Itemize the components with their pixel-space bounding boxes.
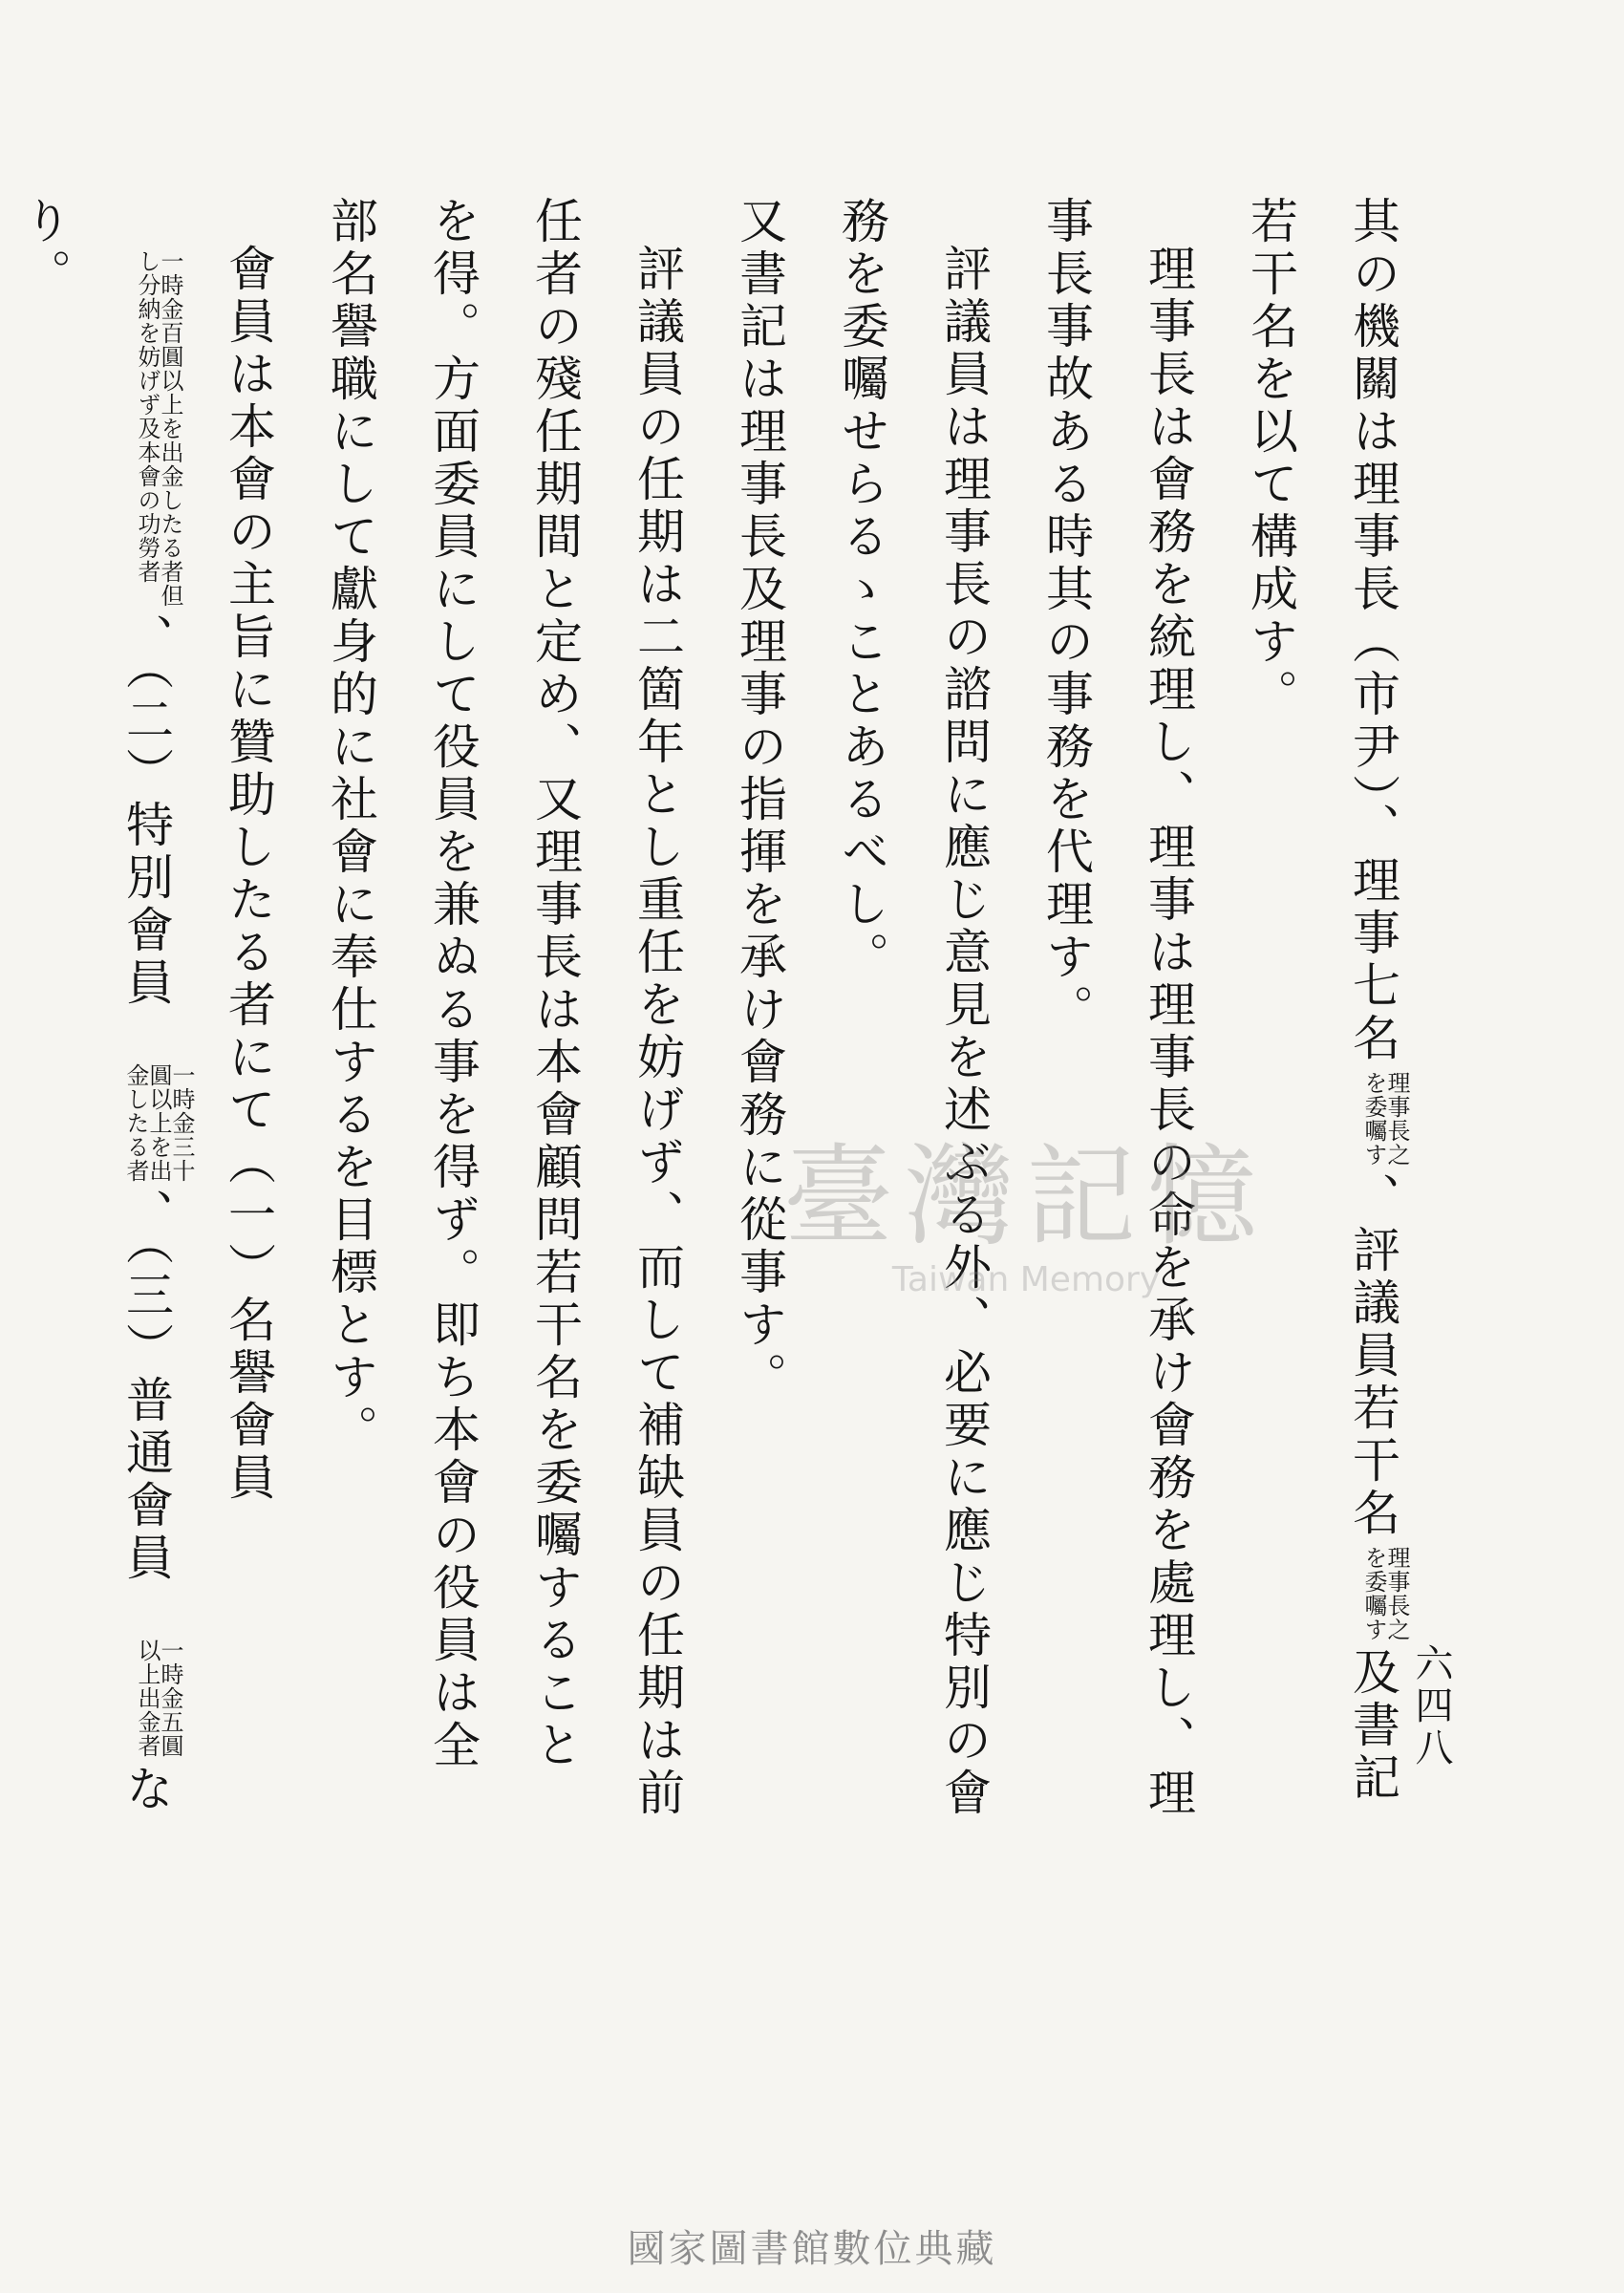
annotation-line: 理事長之 (1383, 1071, 1410, 1167)
text-run: 理事長は會務を統理し、理事は理事長の命を承け會務を處理し、理事長事故ある時其の事務を代理す。 (1038, 196, 1196, 1820)
paragraph (1015, 196, 1219, 1820)
paragraph (299, 196, 708, 1820)
text-run: 其の機關は理事長（市尹）、理事七名 (1345, 196, 1400, 1065)
text-run: なり。 (16, 196, 174, 1816)
text-run: 、評議員若干名 (1345, 1172, 1400, 1540)
text-run: 評議員の任期は二箇年とし重任を妨げず、而して補缺員の任期は前任者の殘任期間と定め、又理事長は本會顧問若干名を委囑することを得。方面委員にして役員を兼ぬる事を得ず。即ち本會の役員は全部名譽職にして獻身的に社會に奉仕するを目標とす。 (323, 196, 685, 1820)
page-number: 六四八 (1409, 1643, 1453, 1769)
annotation-line: 理事長之 (1383, 1546, 1410, 1641)
annotation-line: 一時金五圓 (157, 1639, 183, 1758)
body-text (16, 196, 1423, 1820)
annotation-line: 以上出金者 (134, 1639, 160, 1758)
inline-annotation (1362, 1546, 1408, 1641)
text-run: 、（三）普通會員 (118, 1189, 174, 1585)
text-run: 評議員は理事長の諮問に應じ意見を述ぶる外、必要に應じ特別の會務を委囑せらるゝことあるべし。 (834, 196, 992, 1820)
footer-credit: 國家圖書館數位典藏 (627, 2227, 997, 2271)
inline-annotation (136, 1591, 182, 1758)
annotation-line: 一時金百圓以上を出金したる者但 (157, 249, 183, 608)
annotation-line: を委囑す (1360, 1546, 1387, 1641)
annotation-line: し分納を妨げず及本會の功勞者 (134, 249, 160, 584)
inline-annotation (136, 202, 182, 608)
paragraph (810, 196, 1015, 1820)
inline-annotation (1362, 1071, 1408, 1167)
watermark-subtitle: Taiwan Memory (891, 1260, 1161, 1299)
paragraph (708, 196, 810, 1820)
text-run: 會員は本會の主旨に贊助したる者にて（一）名譽會員 (221, 244, 276, 1505)
annotation-line: 金したる者 (122, 1063, 149, 1183)
text-run: 及書記若干名を以て構成す。 (1243, 196, 1400, 1805)
text-run: 、（二）特別會員 (118, 613, 174, 1010)
text-run: 又書記は理事長及理事の指揮を承け會務に從事す。 (732, 196, 787, 1404)
inline-annotation (124, 1016, 193, 1183)
watermark-title: 臺灣記憶 (783, 1133, 1270, 1261)
watermark-logo (783, 1108, 1269, 1299)
annotation-line: を委囑す (1360, 1071, 1387, 1167)
paragraph (1219, 196, 1423, 1820)
annotation-line: 一時金三十 (168, 1063, 195, 1183)
annotation-line: 圓以上を出 (145, 1063, 172, 1183)
paragraph (0, 196, 299, 1820)
